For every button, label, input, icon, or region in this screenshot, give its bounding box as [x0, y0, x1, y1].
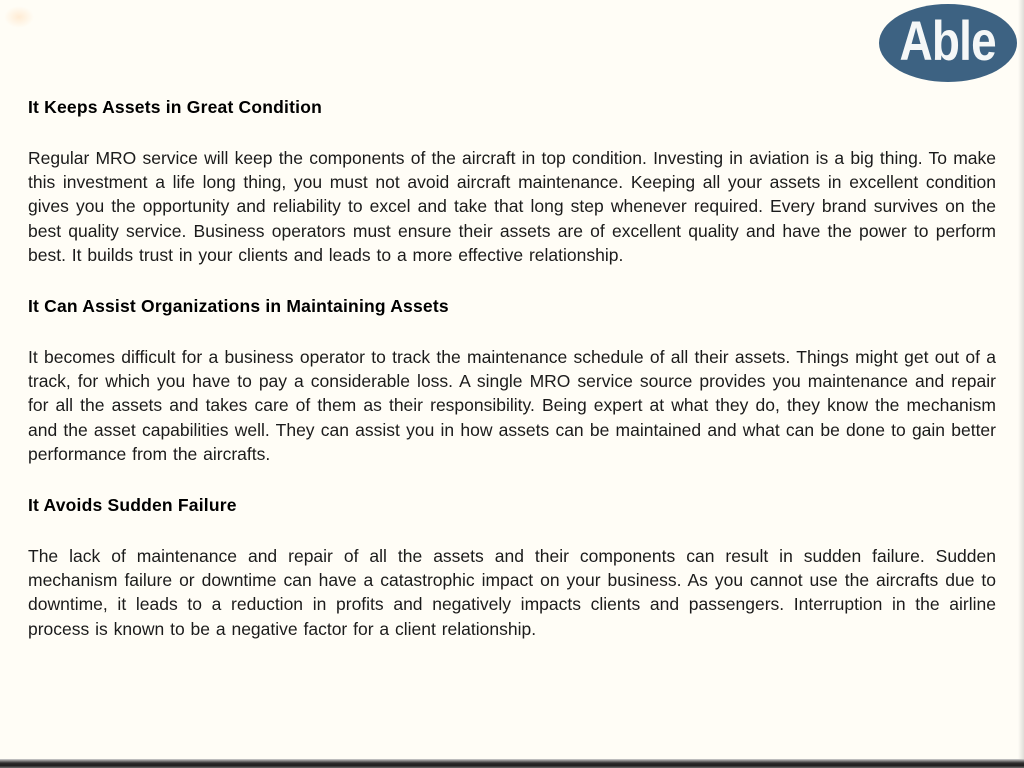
section-heading: It Keeps Assets in Great Condition [28, 97, 322, 117]
section [28, 495, 996, 641]
section-body: The lack of maintenance and repair of all the assets and their components can result in sudden failure. Sudden mechanism failure or downtime can have a catastrophic impact on your business. As you cannot use the aircrafts due to downtime, it leads to a reduction in profits and negatively impacts clients and passengers. Interruption in the airline process is known to be a negative factor for a client relationship. [28, 546, 996, 639]
page-edge-shadow [1018, 0, 1024, 768]
section-body: Regular MRO service will keep the components of the aircraft in top condition. Investing in aviation is a big thing. To make this investment a life long thing, you must not avoid aircraft maintenance. Keeping all your assets in excellent condition gives you the opportunity and reliability to excel and take that long step whenever required. Every brand survives on the best quality service. Business operators must ensure their assets are of excellent quality and have the power to perform best. It builds trust in your clients and leads to a more effective relationship. [28, 148, 996, 265]
able-logo [879, 4, 1017, 82]
section [28, 97, 996, 267]
section-body: It becomes difficult for a business operator to track the maintenance schedule of all their assets. Things might get out of a track, for which you have to pay a considerable loss. A single MRO service source provides you maintenance and repair for all the assets and takes care of them as their responsibility. Being expert at what they do, they know the mechanism and the asset capabilities well. They can assist you in how assets can be maintained and what can be done to gain better performance from the aircrafts. [28, 347, 996, 464]
section-heading: It Can Assist Organizations in Maintaining Assets [28, 296, 449, 317]
corner-artifact [4, 6, 34, 28]
slide-content [28, 97, 996, 670]
section-heading: It Avoids Sudden Failure [28, 495, 237, 516]
footer-bar [0, 759, 1024, 768]
section [28, 296, 996, 466]
logo-text: Able [899, 9, 997, 72]
